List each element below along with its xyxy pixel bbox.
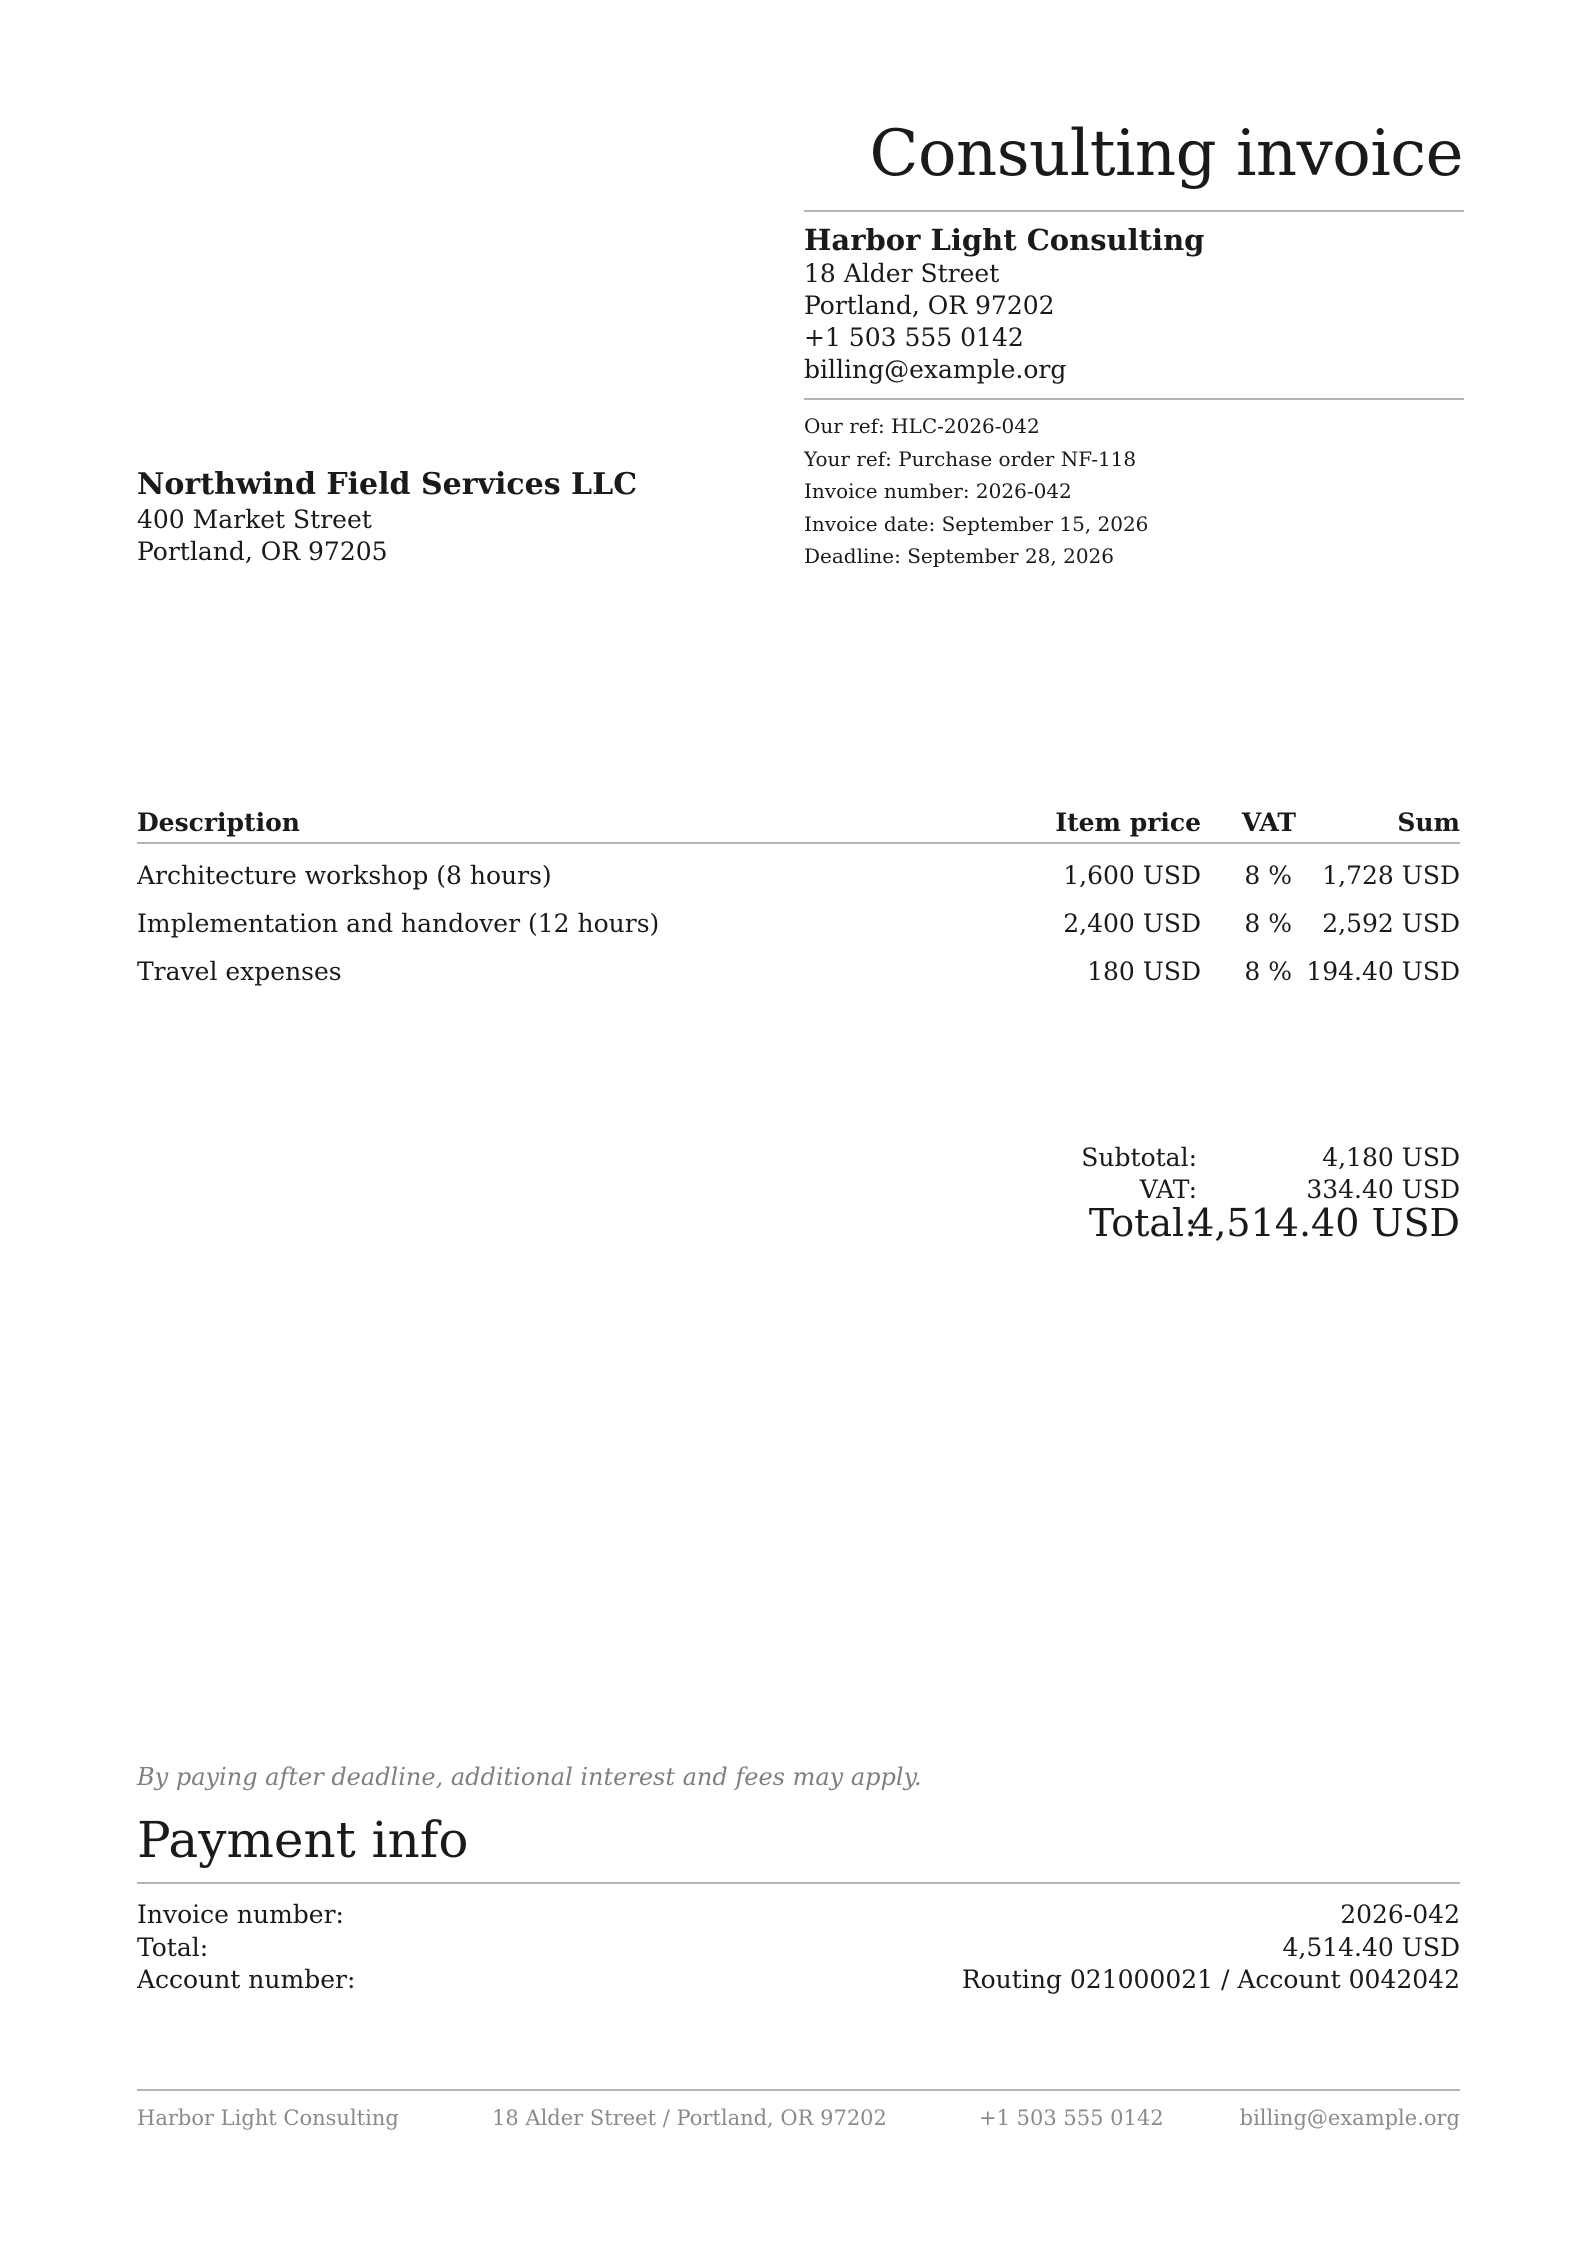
invoice-number: Invoice number: 2026-042 [804, 479, 1072, 503]
footer-email: billing@example.org [1239, 2106, 1460, 2130]
item-vat: 8 % [1244, 956, 1292, 986]
document-title: Consulting invoice [869, 117, 1463, 191]
total-row [1000, 1201, 1460, 1253]
deadline: Deadline: September 28, 2026 [804, 544, 1114, 568]
table-row [137, 899, 1460, 947]
item-vat: 8 % [1244, 908, 1292, 938]
sender-street: 18 Alder Street [804, 259, 1000, 288]
subtotal-value: 4,180 USD [1322, 1143, 1460, 1172]
vat-label: VAT: [1139, 1175, 1197, 1204]
subtotal-row [1000, 1143, 1460, 1175]
payment-row [137, 1900, 1460, 1933]
footer-address: 18 Alder Street / Portland, OR 97202 [492, 2106, 887, 2130]
item-description: Architecture workshop (8 hours) [137, 860, 552, 890]
line-items-table [137, 802, 1460, 995]
total-label: Total: [1088, 1201, 1197, 1245]
late-payment-notice: By paying after deadline, additional interest and fees may apply. [137, 1763, 922, 1791]
title-divider [804, 210, 1464, 212]
footer [137, 2106, 1460, 2136]
item-sum: 1,728 USD [1322, 860, 1460, 890]
sender-block [804, 222, 1464, 386]
payment-label: Invoice number: [137, 1900, 344, 1929]
sender-city: Portland, OR 97202 [804, 291, 1055, 320]
table-row [137, 851, 1460, 899]
item-description: Implementation and handover (12 hours) [137, 908, 660, 938]
your-ref: Your ref: Purchase order NF-118 [804, 446, 1137, 471]
recipient-city: Portland, OR 97205 [137, 537, 388, 566]
payment-row [137, 1965, 1460, 1998]
vat-value: 334.40 USD [1306, 1175, 1460, 1204]
sender-email: billing@example.org [804, 355, 1067, 384]
payment-divider [137, 1882, 1460, 1884]
payment-value: 4,514.40 USD [1282, 1932, 1460, 1962]
item-price: 2,400 USD [1063, 908, 1201, 938]
header-description: Description [137, 807, 300, 837]
item-description: Travel expenses [137, 956, 342, 986]
item-vat: 8 % [1244, 860, 1292, 890]
item-price: 180 USD [1087, 956, 1201, 986]
table-row [137, 947, 1460, 995]
recipient-name: Northwind Field Services LLC [137, 467, 638, 502]
total-value: 4,514.40 USD [1190, 1201, 1460, 1245]
sender-divider [804, 398, 1464, 400]
sender-phone: +1 503 555 0142 [804, 323, 1024, 352]
table-header [137, 802, 1460, 844]
payment-value: 2026-042 [1340, 1900, 1460, 1929]
item-sum: 194.40 USD [1306, 956, 1460, 986]
footer-phone: +1 503 555 0142 [979, 2106, 1164, 2130]
item-price: 1,600 USD [1063, 860, 1201, 890]
totals-block [1000, 1143, 1460, 1253]
invoice-date: Invoice date: September 15, 2026 [804, 511, 1149, 536]
header-vat: VAT [1241, 807, 1296, 837]
footer-divider [137, 2089, 1460, 2091]
sender-name: Harbor Light Consulting [804, 223, 1205, 257]
payment-label: Account number: [137, 1965, 356, 1994]
subtotal-label: Subtotal: [1081, 1143, 1197, 1172]
payment-info-block [137, 1900, 1460, 1998]
footer-company: Harbor Light Consulting [137, 2106, 399, 2130]
recipient-block [137, 466, 637, 568]
header-item-price: Item price [1055, 807, 1201, 837]
item-sum: 2,592 USD [1322, 908, 1460, 938]
header-sum: Sum [1397, 807, 1460, 837]
recipient-street: 400 Market Street [137, 505, 372, 534]
our-ref: Our ref: HLC-2026-042 [804, 414, 1040, 438]
payment-info-title: Payment info [137, 1811, 469, 1869]
payment-row [137, 1933, 1460, 1966]
reference-block [804, 410, 1148, 573]
payment-label: Total: [137, 1932, 209, 1962]
payment-value: Routing 021000021 / Account 0042042 [961, 1965, 1460, 1994]
